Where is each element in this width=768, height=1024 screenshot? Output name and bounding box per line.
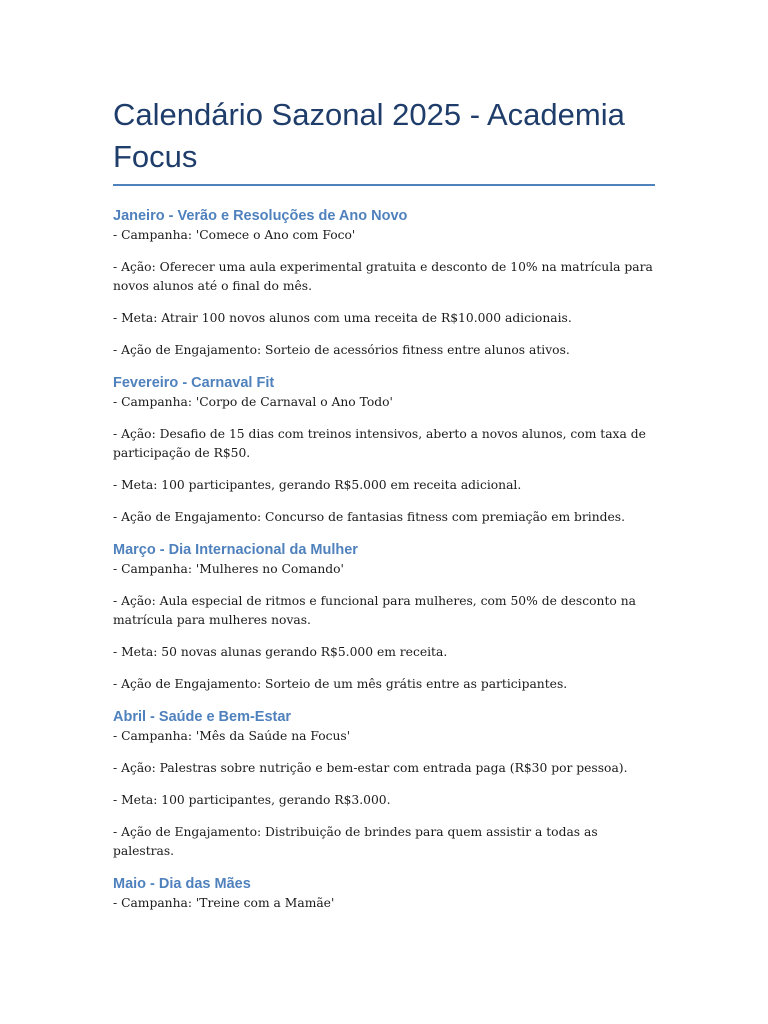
document-title: Calendário Sazonal 2025 - Academia Focus xyxy=(113,97,625,174)
section-paragraph: - Meta: Atrair 100 novos alunos com uma receita de R$10.000 adicionais. xyxy=(113,311,572,325)
section-paragraph: - Ação: Oferecer uma aula experimental gratuita e desconto de 10% na matrícula para novos alunos até o final do mês. xyxy=(113,260,653,293)
section-paragraph: - Ação: Palestras sobre nutrição e bem-estar com entrada paga (R$30 por pessoa). xyxy=(113,761,628,775)
section-heading: Maio - Dia das Mães xyxy=(113,876,251,892)
section-janeiro xyxy=(113,206,655,360)
document-page xyxy=(113,94,655,926)
section-paragraph: - Campanha: 'Mês da Saúde na Focus' xyxy=(113,729,351,743)
section-heading: Janeiro - Verão e Resoluções de Ano Novo xyxy=(113,208,408,224)
section-fevereiro xyxy=(113,373,655,527)
section-paragraph: - Meta: 100 participantes, gerando R$5.000 em receita adicional. xyxy=(113,478,522,492)
section-paragraph: - Meta: 50 novas alunas gerando R$5.000 em receita. xyxy=(113,645,448,659)
section-heading: Abril - Saúde e Bem-Estar xyxy=(113,709,292,725)
section-paragraph: - Campanha: 'Treine com a Mamãe' xyxy=(113,896,335,910)
section-paragraph: - Ação: Desafio de 15 dias com treinos intensivos, aberto a novos alunos, com taxa de participação de R$50. xyxy=(113,427,646,460)
section-paragraph: - Ação: Aula especial de ritmos e funcional para mulheres, com 50% de desconto na matrícula para mulheres novas. xyxy=(113,594,636,627)
section-heading: Março - Dia Internacional da Mulher xyxy=(113,542,358,558)
section-paragraph: - Campanha: 'Corpo de Carnaval o Ano Todo' xyxy=(113,395,393,409)
section-paragraph: - Ação de Engajamento: Sorteio de acessórios fitness entre alunos ativos. xyxy=(113,343,570,357)
section-marco xyxy=(113,540,655,694)
section-paragraph: - Ação de Engajamento: Distribuição de brindes para quem assistir a todas as palestras. xyxy=(113,825,598,858)
section-maio xyxy=(113,874,655,913)
section-heading: Fevereiro - Carnaval Fit xyxy=(113,375,275,391)
section-abril xyxy=(113,707,655,861)
section-paragraph: - Meta: 100 participantes, gerando R$3.000. xyxy=(113,793,391,807)
title-divider xyxy=(113,184,655,186)
section-paragraph: - Campanha: 'Mulheres no Comando' xyxy=(113,562,344,576)
section-paragraph: - Ação de Engajamento: Sorteio de um mês grátis entre as participantes. xyxy=(113,677,568,691)
section-paragraph: - Ação de Engajamento: Concurso de fantasias fitness com premiação em brindes. xyxy=(113,510,626,524)
section-paragraph: - Campanha: 'Comece o Ano com Foco' xyxy=(113,228,356,242)
